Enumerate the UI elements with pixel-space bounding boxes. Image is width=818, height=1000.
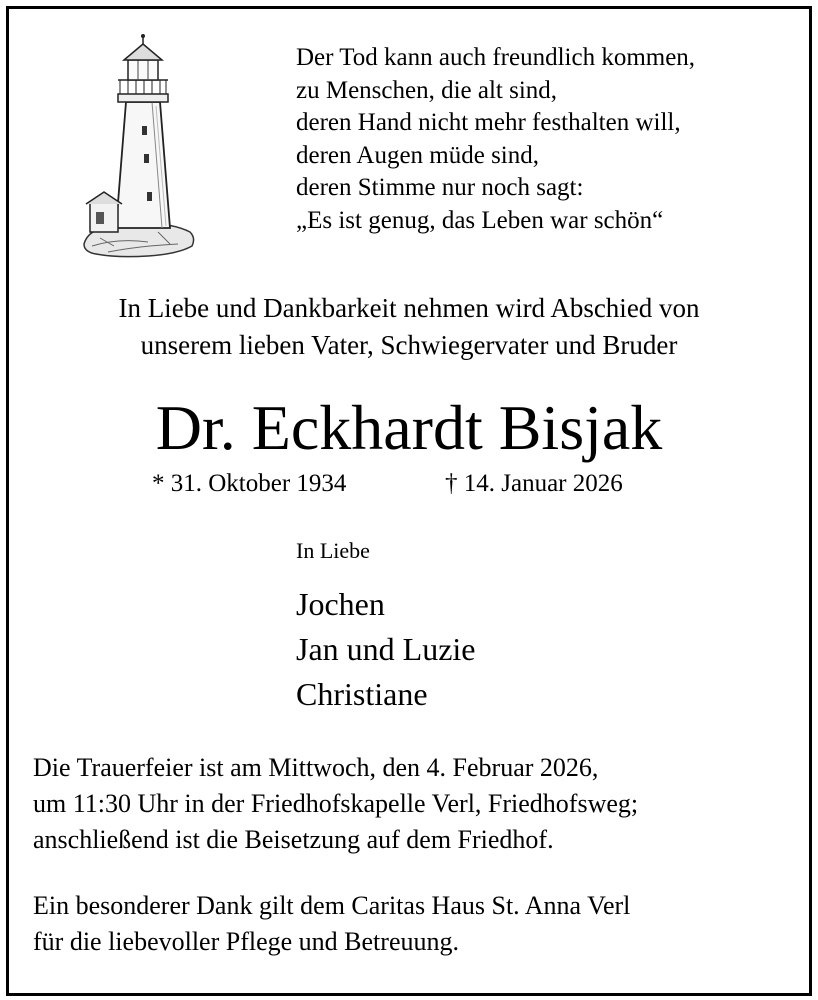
lighthouse-icon <box>78 32 198 272</box>
intro-text <box>0 290 818 364</box>
ceremony-line: anschließend ist die Beisetzung auf dem Friedhof. <box>33 825 554 854</box>
poem-line: deren Stimme nur noch sagt: <box>296 174 584 201</box>
intro-line: unserem lieben Vater, Schwiegervater und Bruder <box>140 330 678 360</box>
thanks-note <box>33 888 803 960</box>
mourner-name: Christiane <box>296 676 428 712</box>
poem-line: Der Tod kann auch freundlich kommen, <box>296 44 696 71</box>
deceased-name: Dr. Eckhardt Bisjak <box>155 392 663 463</box>
ceremony-line: Die Trauerfeier ist am Mittwoch, den 4. Februar 2026, <box>33 753 599 782</box>
death-date: † 14. Januar 2026 <box>445 470 623 497</box>
poem-line: deren Hand nicht mehr festhalten will, <box>296 109 681 136</box>
thanks-line: Ein besonderer Dank gilt dem Caritas Haus St. Anna Verl <box>33 891 631 920</box>
birth-date: * 31. Oktober 1934 <box>152 470 347 497</box>
mourner-name: Jan und Luzie <box>296 631 476 667</box>
poem-line: deren Augen müde sind, <box>296 141 540 169</box>
thanks-line: für die liebevoller Pflege und Betreuung. <box>33 927 459 956</box>
ceremony-info <box>33 750 803 858</box>
intro-line: In Liebe und Dankbarkeit nehmen wird Abschied von <box>118 293 700 323</box>
poem-line: „Es ist genug, das Leben war schön“ <box>296 206 664 234</box>
ceremony-line: um 11:30 Uhr in der Friedhofskapelle Verl, Friedhofsweg; <box>33 789 639 818</box>
mourner-name: Jochen <box>296 586 385 622</box>
poem <box>296 42 796 237</box>
poem-line: zu Menschen, die alt sind, <box>296 76 558 104</box>
mourners-list <box>296 582 476 717</box>
mourners-label: In Liebe <box>296 538 370 563</box>
